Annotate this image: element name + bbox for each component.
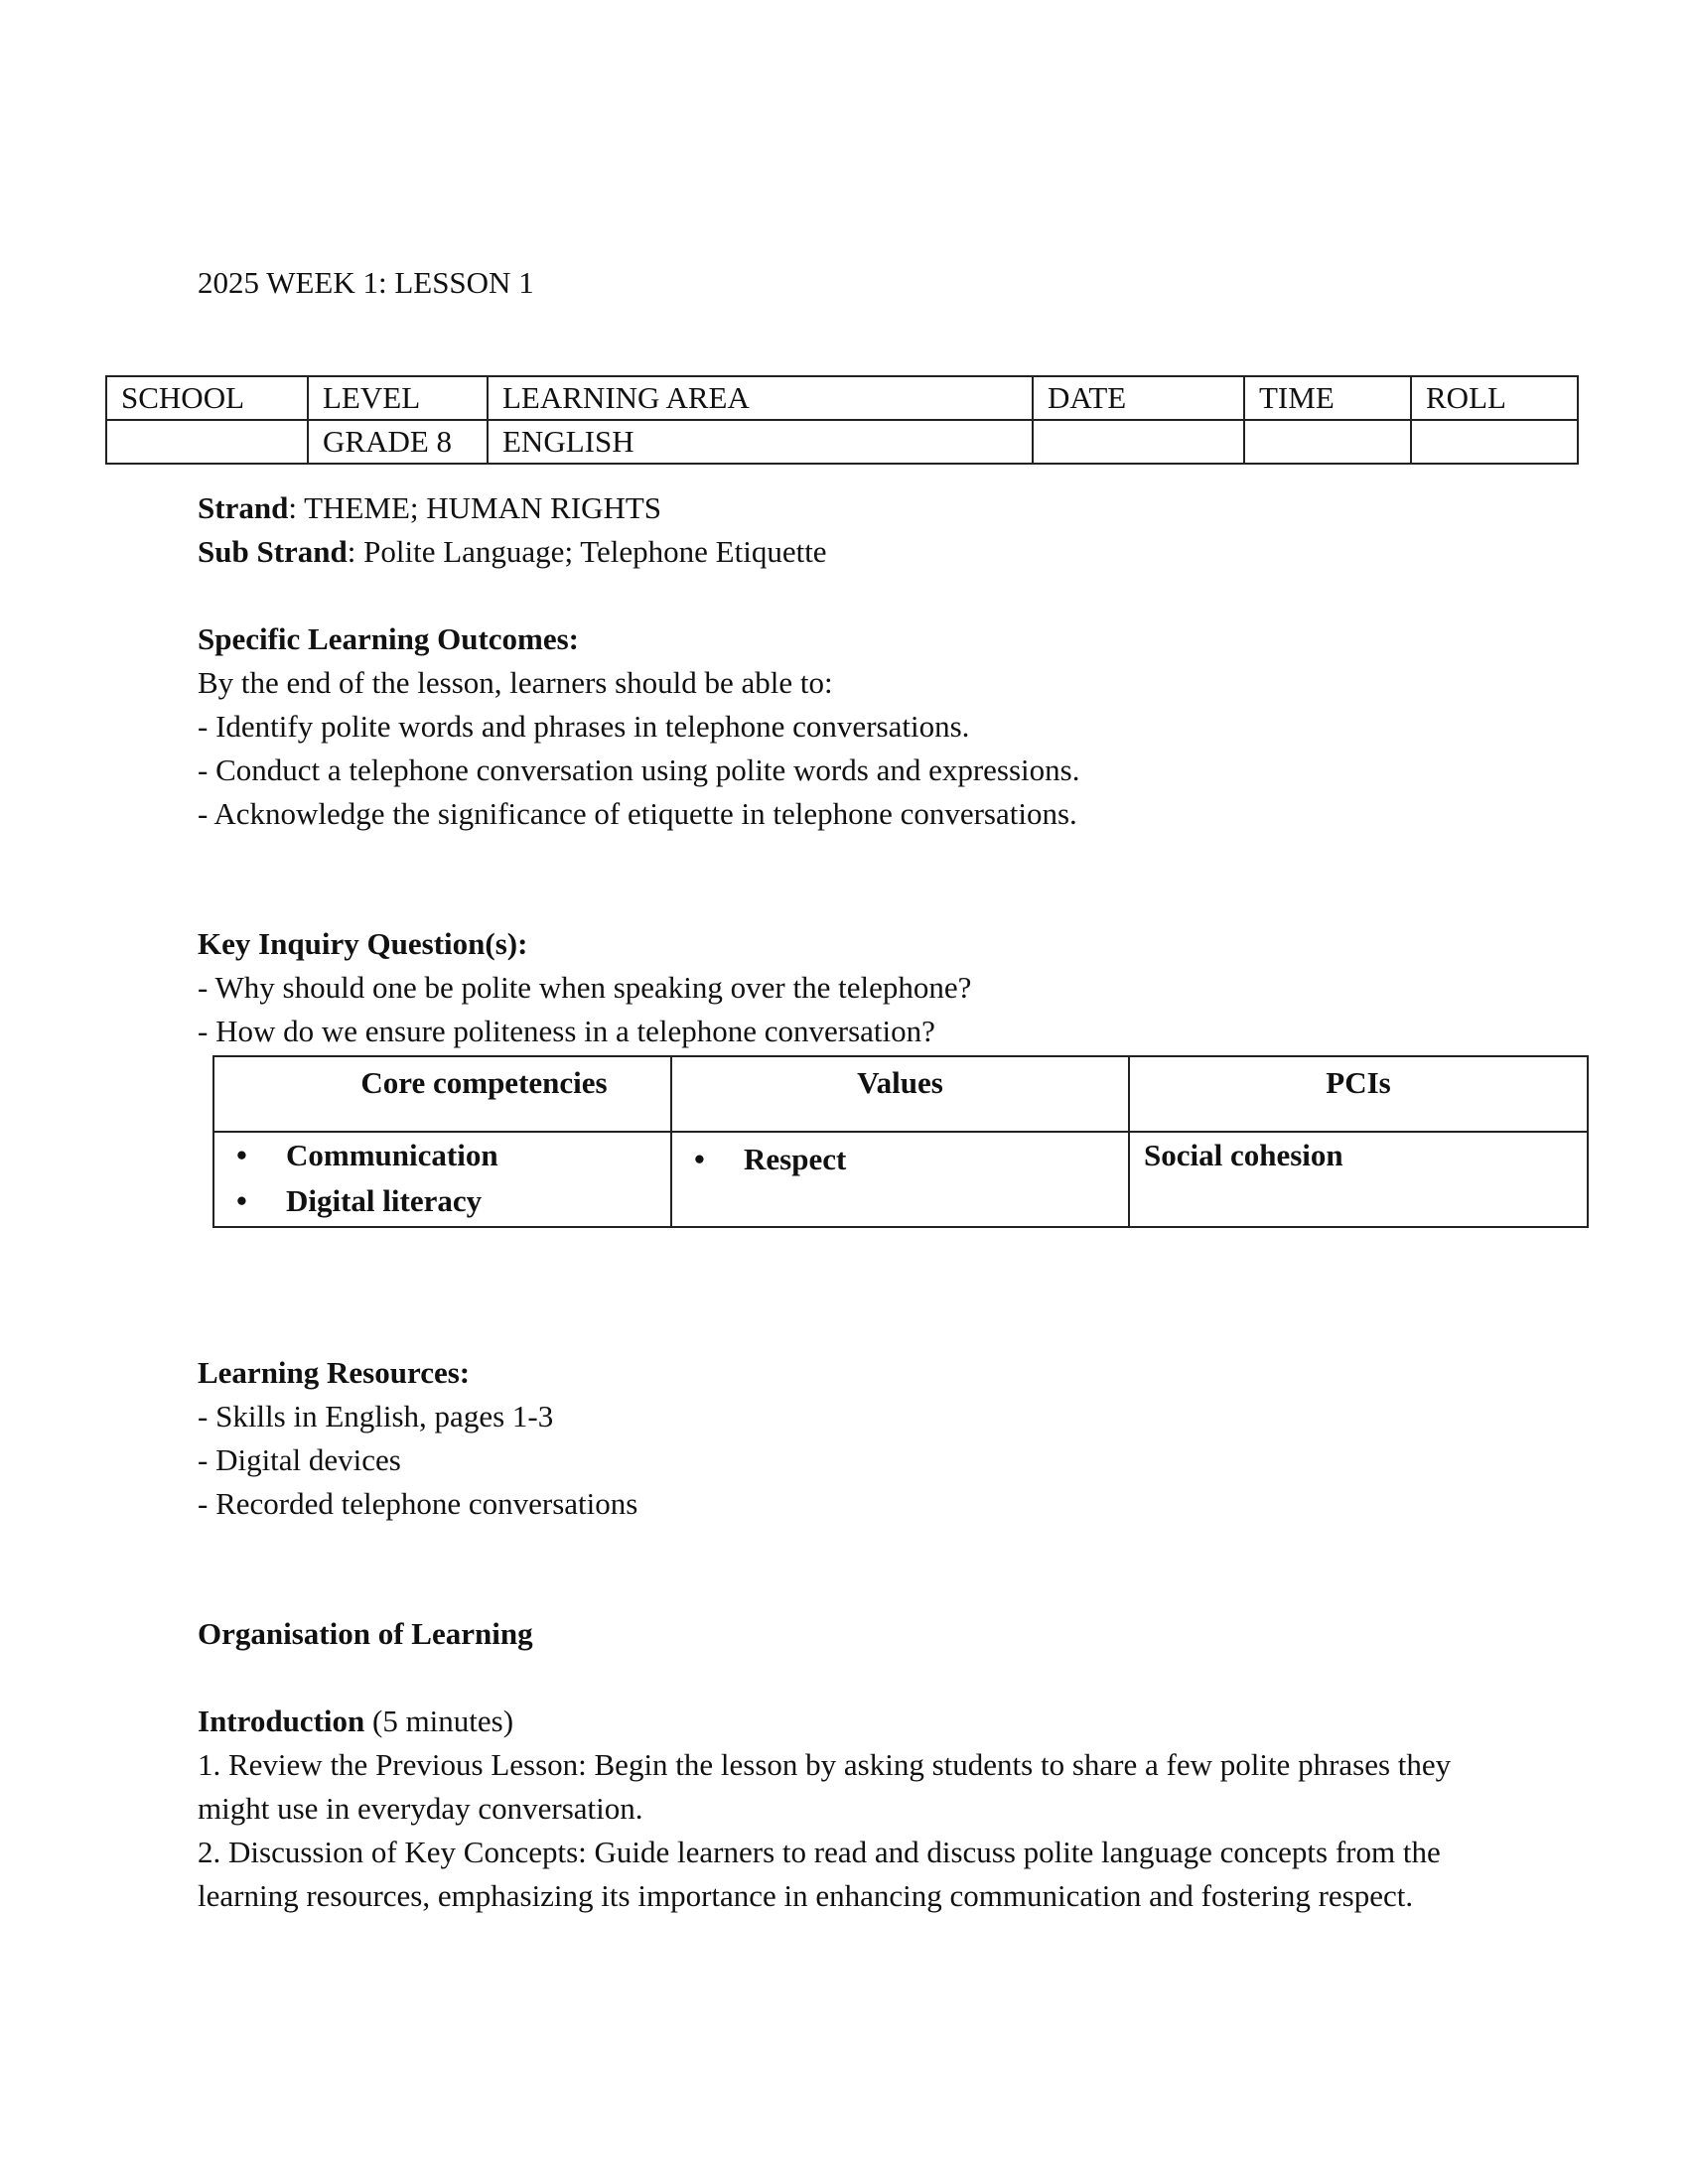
cell-level: GRADE 8 (308, 420, 488, 464)
bullet-icon: • (236, 1138, 247, 1172)
sub-strand-label: Sub Strand (198, 534, 348, 569)
info-table-header-row (106, 376, 1578, 420)
cell-learning-area: ENGLISH (488, 420, 1033, 464)
strand-line (198, 486, 1508, 530)
header-level: LEVEL (308, 376, 488, 420)
cell-date (1033, 420, 1244, 464)
bullet-icon: • (694, 1142, 705, 1176)
outcome-item: - Conduct a telephone conversation using polite words and expressions. (198, 752, 1080, 787)
resources-section (198, 1351, 1508, 1526)
cell-time (1244, 420, 1411, 464)
values-list (686, 1133, 1114, 1182)
inquiry-item: - How do we ensure politeness in a telephone conversation? (198, 1014, 935, 1048)
strand-label: Strand (198, 490, 289, 525)
list-item: • Digital literacy (286, 1178, 656, 1224)
bullet-icon: • (236, 1183, 247, 1218)
header-learning-area: LEARNING AREA (488, 376, 1033, 420)
organisation-title: Organisation of Learning (198, 1616, 533, 1651)
header-roll: ROLL (1411, 376, 1578, 420)
competency-content-row (213, 1132, 1588, 1227)
header-core-competencies: Core competencies (213, 1056, 671, 1132)
header-school: SCHOOL (106, 376, 308, 420)
inquiry-item: - Why should one be polite when speaking over the telephone? (198, 970, 972, 1005)
introduction-heading (198, 1700, 1498, 1743)
outcomes-title: Specific Learning Outcomes: (198, 621, 580, 656)
pcis-cell (1129, 1132, 1588, 1227)
header-time: TIME (1244, 376, 1411, 420)
outcome-item: - Identify polite words and phrases in telephone conversations. (198, 709, 970, 744)
inquiry-title: Key Inquiry Question(s): (198, 926, 528, 961)
pcis-value: Social cohesion (1144, 1138, 1343, 1172)
values-cell (671, 1132, 1129, 1227)
list-item: • Communication (286, 1133, 656, 1178)
introduction-section (198, 1700, 1498, 1918)
inquiry-section (198, 922, 1508, 1053)
resource-item: - Skills in English, pages 1-3 (198, 1399, 554, 1433)
lesson-heading: 2025 WEEK 1: LESSON 1 (198, 265, 534, 300)
strand-section (198, 486, 1508, 574)
sub-strand-value: : Polite Language; Telephone Etiquette (347, 534, 827, 569)
resource-item: - Digital devices (198, 1442, 401, 1477)
resource-item: - Recorded telephone conversations (198, 1486, 638, 1521)
cell-school (106, 420, 308, 464)
outcome-item: - Acknowledge the significance of etiquette in telephone conversations. (198, 796, 1077, 831)
introduction-step: 2. Discussion of Key Concepts: Guide learners to read and discuss polite language concepts from the learning resources, emphasizing its importance in enhancing communication and fostering respect. (198, 1835, 1441, 1913)
outcomes-section (198, 617, 1508, 836)
cell-roll (1411, 420, 1578, 464)
core-competencies-cell (213, 1132, 671, 1227)
header-date: DATE (1033, 376, 1244, 420)
sub-strand-line (198, 530, 1508, 574)
list-item: • Respect (744, 1137, 1114, 1182)
header-values: Values (671, 1056, 1129, 1132)
info-table-value-row (106, 420, 1578, 464)
outcomes-intro: By the end of the lesson, learners should be able to: (198, 665, 833, 700)
introduction-step: 1. Review the Previous Lesson: Begin the lesson by asking students to share a few polite phrases they might use in everyday conversation. (198, 1747, 1452, 1826)
resources-title: Learning Resources: (198, 1355, 471, 1390)
competency-header-row (213, 1056, 1588, 1132)
core-competencies-list (228, 1133, 656, 1224)
introduction-label: Introduction (198, 1704, 365, 1738)
organisation-section (198, 1612, 1508, 1656)
competency-table (212, 1055, 1589, 1228)
header-pcis: PCIs (1129, 1056, 1588, 1132)
strand-value: : THEME; HUMAN RIGHTS (288, 490, 662, 525)
lesson-info-table (105, 375, 1579, 465)
introduction-duration: (5 minutes) (364, 1704, 514, 1738)
